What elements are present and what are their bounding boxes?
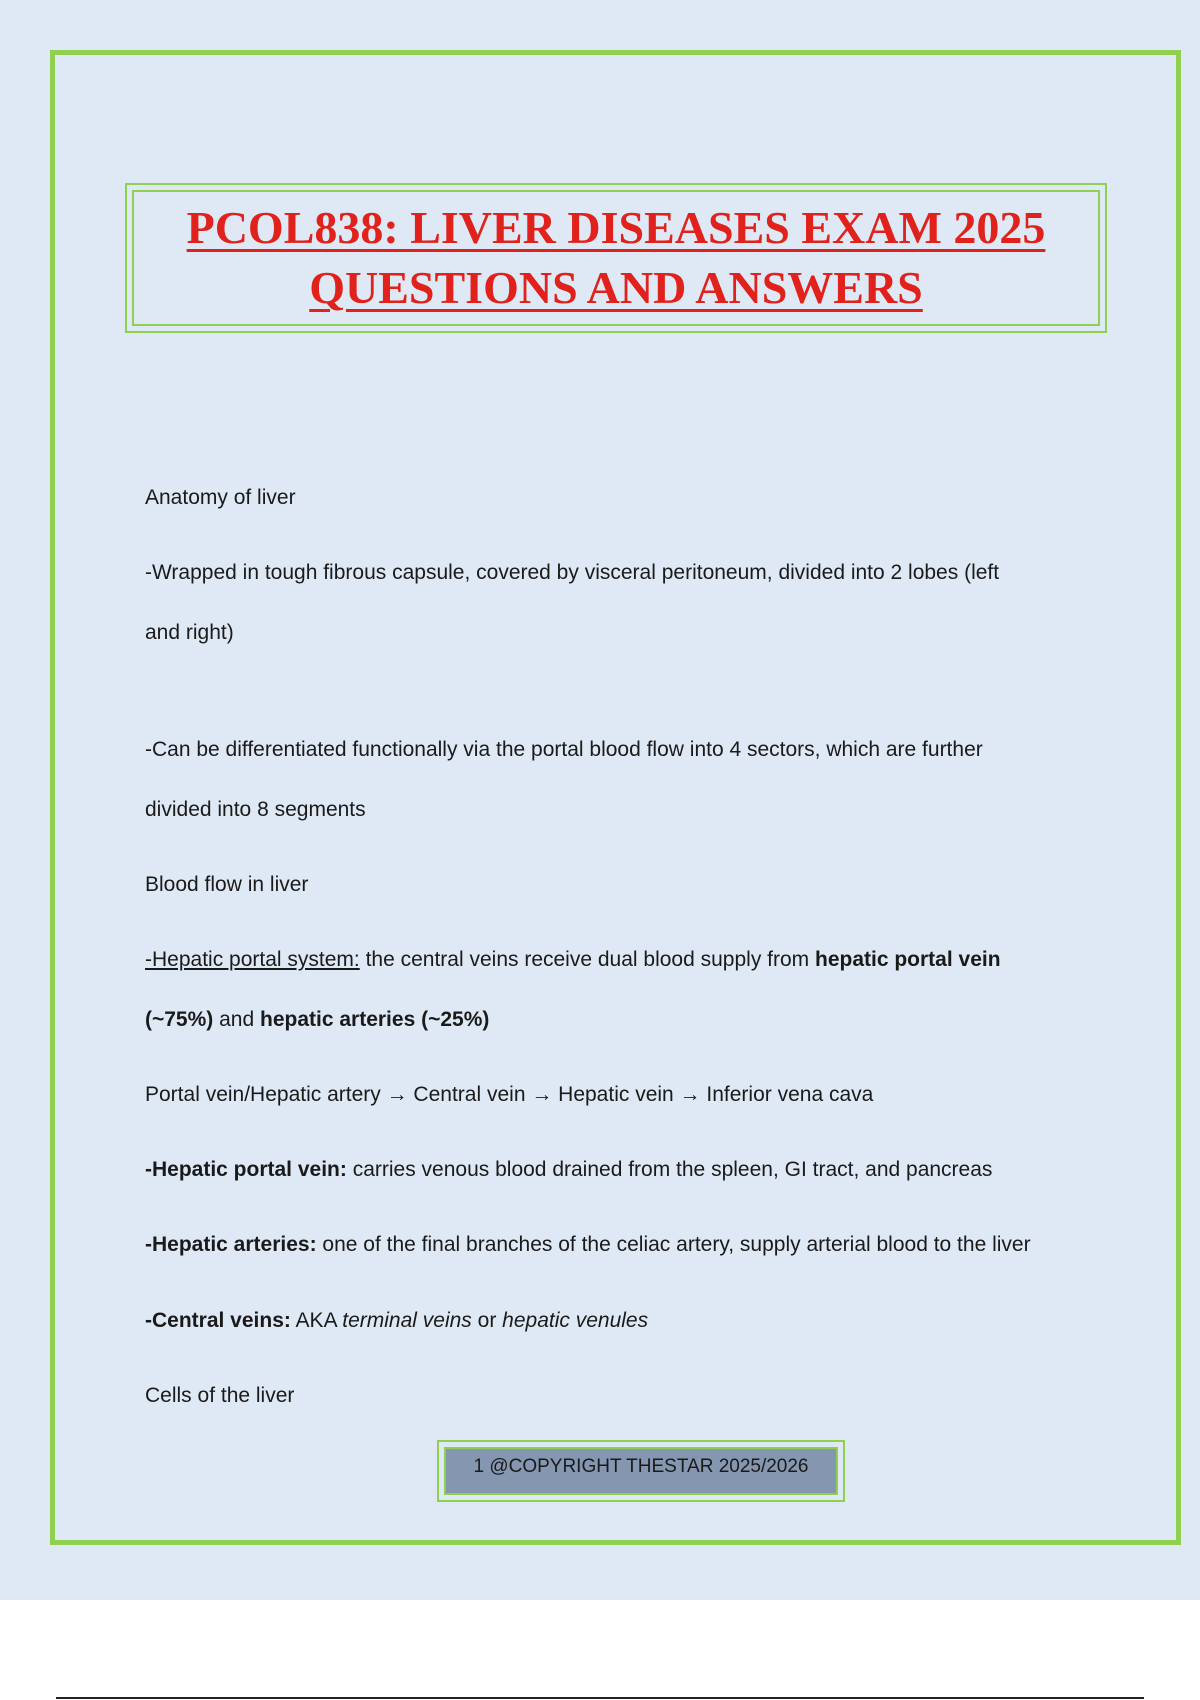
portal-system-line bbox=[145, 946, 1001, 974]
document-title bbox=[127, 198, 1105, 318]
portal-system-and: and bbox=[213, 1008, 260, 1031]
central-veins-line bbox=[145, 1307, 648, 1335]
wrapped-line-2: and right) bbox=[145, 621, 234, 644]
central-veins-aka: AKA bbox=[290, 1309, 343, 1332]
portal-system-bold-arteries: hepatic arteries (~25%) bbox=[260, 1008, 490, 1031]
footer-inner bbox=[444, 1447, 838, 1495]
differentiated-line-2: divided into 8 segments bbox=[145, 798, 366, 821]
central-veins-label: -Central veins: bbox=[145, 1309, 291, 1332]
portal-vein-label: -Hepatic portal vein: bbox=[145, 1158, 347, 1181]
portal-vein-text: carries venous blood drained from the spleen, GI tract, and pancreas bbox=[346, 1158, 993, 1181]
title-box bbox=[125, 183, 1107, 333]
arteries-label: -Hepatic arteries: bbox=[145, 1233, 317, 1256]
bottom-divider bbox=[56, 1697, 1144, 1699]
portal-system-line-2 bbox=[145, 1006, 489, 1034]
footer-copyright: 1 @COPYRIGHT THESTAR 2025/2026 bbox=[473, 1456, 809, 1477]
title-line-2: QUESTIONS AND ANSWERS bbox=[309, 262, 923, 313]
wrapped-line-1: -Wrapped in tough fibrous capsule, covered by visceral peritoneum, divided into 2 lobes (left bbox=[145, 561, 1000, 584]
blood-flow-heading: Blood flow in liver bbox=[145, 873, 309, 896]
cells-heading: Cells of the liver bbox=[145, 1384, 295, 1407]
portal-system-label: -Hepatic portal system: bbox=[145, 948, 360, 971]
differentiated-line-1: -Can be differentiated functionally via the portal blood flow into 4 sectors, which are further bbox=[145, 738, 983, 761]
portal-system-text: the central veins receive dual blood supply from bbox=[359, 948, 815, 971]
flow-path: Portal vein/Hepatic artery → Central vein → Hepatic vein → Inferior vena cava bbox=[145, 1083, 874, 1106]
anatomy-heading: Anatomy of liver bbox=[145, 486, 296, 509]
title-line-1: PCOL838: LIVER DISEASES EXAM 2025 bbox=[186, 202, 1046, 253]
footer-box bbox=[437, 1440, 845, 1502]
central-veins-italic-terminal: terminal veins bbox=[342, 1309, 472, 1332]
arteries-text: one of the final branches of the celiac artery, supply arterial blood to the liver bbox=[316, 1233, 1031, 1256]
portal-vein-line bbox=[145, 1156, 992, 1184]
portal-system-bold-vein: hepatic portal vein bbox=[815, 948, 1001, 971]
portal-system-bold-percent: (~75%) bbox=[145, 1008, 214, 1031]
arteries-line bbox=[145, 1231, 1031, 1259]
central-veins-italic-venules: hepatic venules bbox=[502, 1309, 649, 1332]
central-veins-or: or bbox=[471, 1309, 503, 1332]
